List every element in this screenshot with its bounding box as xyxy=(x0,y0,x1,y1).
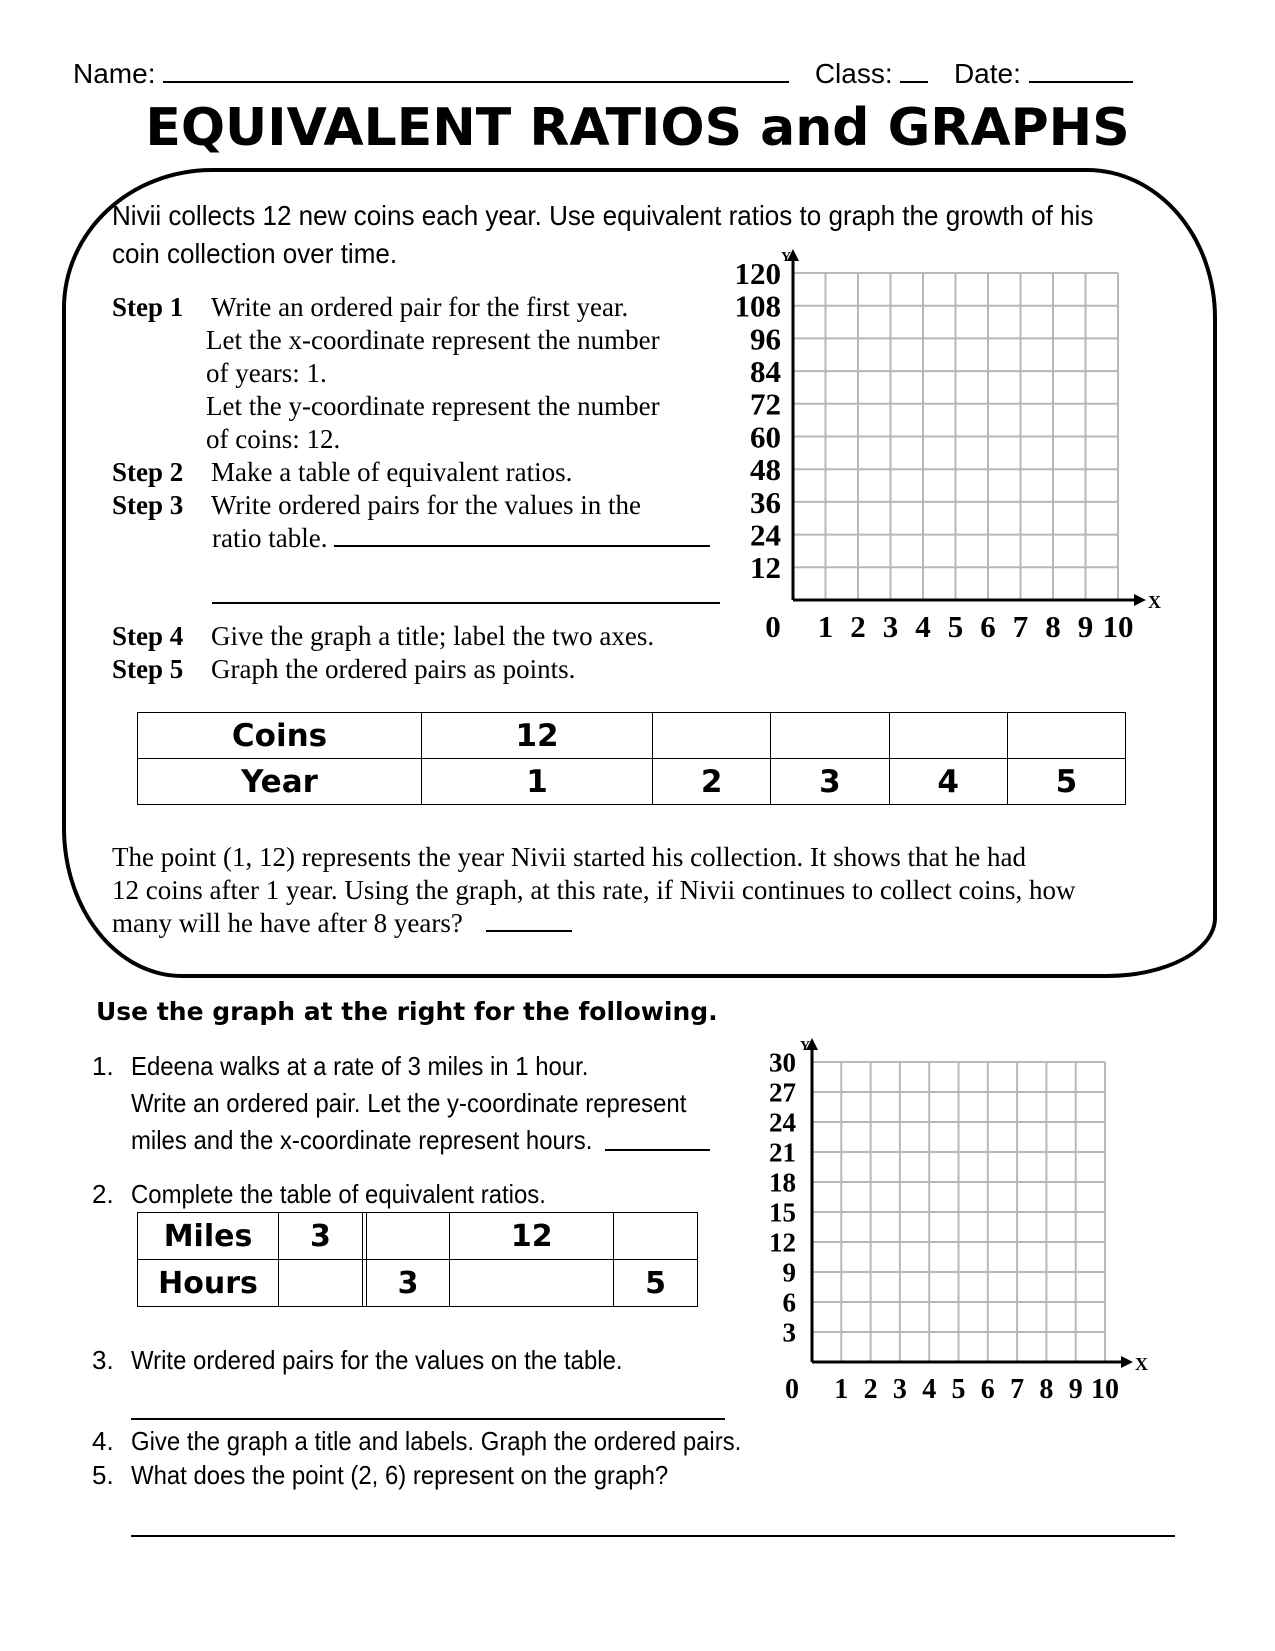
step-3 xyxy=(112,490,641,521)
step-3-line-2 xyxy=(212,523,710,554)
miles-graph xyxy=(760,1020,1190,1425)
intro-line-1: Nivii collects 12 new coins each year. Use equivalent ratios to graph the growth of his xyxy=(112,200,1094,231)
x-tick-label: 3 xyxy=(892,1374,907,1405)
q1-line-1: Edeena walks at a rate of 3 miles in 1 hour. xyxy=(131,1051,589,1081)
y-tick-label: 24 xyxy=(750,517,781,553)
answer-blank[interactable] xyxy=(486,930,572,932)
x-axis-letter: X xyxy=(1148,592,1161,612)
x-tick-label: 4 xyxy=(922,1374,937,1405)
y-tick-label: 9 xyxy=(782,1257,796,1288)
table-cell-input[interactable] xyxy=(1007,713,1125,759)
step-5 xyxy=(112,654,575,685)
coin-graph xyxy=(735,245,1190,660)
class-blank[interactable] xyxy=(900,81,928,83)
x-tick-label: 6 xyxy=(980,1374,995,1405)
q3-text: Write ordered pairs for the values on the table. xyxy=(131,1345,623,1375)
y-tick-label: 21 xyxy=(769,1137,796,1168)
x-tick-label: 10 xyxy=(1102,609,1134,644)
x-axis-arrow xyxy=(1121,1356,1133,1368)
x-tick-label: 3 xyxy=(882,609,899,644)
table-cell: 5 xyxy=(1007,759,1125,805)
x-tick-label: 9 xyxy=(1077,609,1094,644)
y-tick-label: 18 xyxy=(769,1167,796,1198)
table-cell: 1 xyxy=(422,759,653,805)
y-tick-label: 60 xyxy=(750,419,781,455)
step-label: Step 2 xyxy=(112,457,184,487)
intro-line-2: coin collection over time. xyxy=(112,238,398,269)
q5-answer-blank[interactable] xyxy=(131,1535,1175,1537)
class-label: Class: xyxy=(814,58,893,89)
step-1-line-4: Let the y-coordinate represent the number xyxy=(206,391,660,421)
y-tick-label: 15 xyxy=(769,1197,796,1228)
ordered-pairs-blank-1[interactable] xyxy=(334,545,710,547)
question-number-2: 2. xyxy=(92,1179,114,1209)
step-text: ratio table. xyxy=(212,523,328,553)
date-label: Date: xyxy=(953,58,1021,89)
table-cell: 3 xyxy=(366,1260,450,1307)
table-cell-input[interactable] xyxy=(653,713,771,759)
table-cell-input[interactable] xyxy=(614,1213,698,1260)
step-label: Step 1 xyxy=(112,292,184,322)
section-heading: Use the graph at the right for the following. xyxy=(96,997,718,1026)
header-line xyxy=(73,58,1133,90)
question-number-1: 1. xyxy=(92,1051,114,1081)
x-tick-label: 2 xyxy=(863,1374,878,1405)
x-tick-label: 9 xyxy=(1068,1374,1083,1405)
x-tick-label: 5 xyxy=(951,1374,966,1405)
table-cell: 5 xyxy=(614,1260,698,1307)
coins-year-table xyxy=(137,712,1126,805)
y-tick-label: 27 xyxy=(769,1077,796,1108)
axes xyxy=(806,1038,1133,1368)
question-number-4: 4. xyxy=(92,1426,114,1456)
y-tick-label: 24 xyxy=(769,1107,796,1138)
y-tick-label: 36 xyxy=(750,484,781,520)
origin-label: 0 xyxy=(765,609,781,644)
y-tick-label: 3 xyxy=(782,1317,796,1348)
table-cell: 3 xyxy=(771,759,889,805)
grid xyxy=(793,273,1118,600)
q5-text: What does the point (2, 6) represent on the graph? xyxy=(131,1460,669,1490)
x-tick-label: 8 xyxy=(1039,1374,1054,1405)
y-axis-letter: Y xyxy=(781,250,792,265)
x-tick-label: 1 xyxy=(817,609,834,644)
step-label: Step 5 xyxy=(112,654,184,684)
y-tick-label: 6 xyxy=(782,1287,796,1318)
table-cell-input[interactable] xyxy=(771,713,889,759)
step-1-line-3: of years: 1. xyxy=(206,358,327,388)
step-text: Write ordered pairs for the values in the xyxy=(211,490,641,520)
step-1-line-2: Let the x-coordinate represent the number xyxy=(206,325,660,355)
q1-line-3: miles and the x-coordinate represent hours. xyxy=(131,1125,593,1155)
x-tick-label: 7 xyxy=(1012,609,1029,644)
y-tick-label: 72 xyxy=(750,386,781,422)
table-row xyxy=(138,713,1126,759)
table-cell-input[interactable] xyxy=(889,713,1007,759)
y-tick-label: 12 xyxy=(769,1227,796,1258)
miles-hours-table xyxy=(137,1212,698,1307)
q2-text: Complete the table of equivalent ratios. xyxy=(131,1179,546,1209)
y-tick-label: 48 xyxy=(750,452,781,488)
closing-text: many will he have after 8 years? xyxy=(112,908,463,938)
table-cell-input[interactable] xyxy=(279,1260,363,1307)
step-4 xyxy=(112,621,654,652)
x-axis-letter: X xyxy=(1135,1354,1148,1374)
grid xyxy=(812,1062,1105,1362)
x-tick-label: 4 xyxy=(915,609,931,644)
step-2 xyxy=(112,457,572,488)
y-tick-label: 120 xyxy=(735,255,781,291)
y-axis-letter: Y xyxy=(800,1039,811,1054)
q3-answer-blank[interactable] xyxy=(131,1418,725,1420)
step-text: Make a table of equivalent ratios. xyxy=(211,457,573,487)
date-blank[interactable] xyxy=(1029,81,1133,83)
row-label-coins: Coins xyxy=(138,713,422,759)
x-tick-label: 8 xyxy=(1045,609,1061,644)
row-label-hours: Hours xyxy=(138,1260,279,1307)
step-text: Write an ordered pair for the first year. xyxy=(211,292,629,322)
step-label: Step 3 xyxy=(112,490,184,520)
name-blank[interactable] xyxy=(163,81,789,83)
step-text: Graph the ordered pairs as points. xyxy=(211,654,576,684)
y-tick-label: 12 xyxy=(750,550,781,586)
y-tick-label: 30 xyxy=(769,1047,796,1078)
closing-line-3 xyxy=(112,908,572,939)
table-row xyxy=(138,759,1126,805)
y-tick-label: 96 xyxy=(750,321,781,357)
table-row xyxy=(138,1213,698,1260)
table-cell: 4 xyxy=(889,759,1007,805)
y-tick-label: 84 xyxy=(750,353,781,389)
step-1 xyxy=(112,292,628,323)
x-axis-arrow xyxy=(1134,594,1146,606)
step-1-line-5: of coins: 12. xyxy=(206,424,341,454)
table-cell: 12 xyxy=(422,713,653,759)
step-text: Give the graph a title; label the two axes. xyxy=(211,621,655,651)
row-label-year: Year xyxy=(138,759,422,805)
table-row xyxy=(138,1260,698,1307)
q4-text: Give the graph a title and labels. Graph the ordered pairs. xyxy=(131,1426,742,1456)
name-label: Name: xyxy=(73,58,156,89)
row-label-miles: Miles xyxy=(138,1213,279,1260)
q1-answer-blank[interactable] xyxy=(605,1149,710,1151)
table-cell: 2 xyxy=(653,759,771,805)
q1-line-2: Write an ordered pair. Let the y-coordinate represent xyxy=(131,1088,687,1118)
step-label: Step 4 xyxy=(112,621,184,651)
table-cell: 12 xyxy=(450,1213,614,1260)
origin-label: 0 xyxy=(785,1374,799,1405)
ordered-pairs-blank-2[interactable] xyxy=(212,602,720,604)
x-tick-label: 10 xyxy=(1091,1374,1119,1405)
page-title: EQUIVALENT RATIOS and GRAPHS xyxy=(145,98,1130,158)
question-number-5: 5. xyxy=(92,1460,114,1490)
closing-line-1: The point (1, 12) represents the year Nivii started his collection. It shows that he had xyxy=(112,842,1027,872)
table-cell-input[interactable] xyxy=(450,1260,614,1307)
x-tick-label: 2 xyxy=(850,609,866,644)
question-number-3: 3. xyxy=(92,1345,114,1375)
axes xyxy=(787,249,1146,606)
closing-line-2: 12 coins after 1 year. Using the graph, at this rate, if Nivii continues to collect coins, how xyxy=(112,875,1076,905)
table-cell: 3 xyxy=(279,1213,363,1260)
x-tick-label: 5 xyxy=(947,609,964,644)
y-tick-label: 108 xyxy=(735,288,781,324)
x-tick-label: 7 xyxy=(1010,1374,1025,1405)
axis-labels xyxy=(735,250,1161,644)
table-cell-input[interactable] xyxy=(366,1213,450,1260)
x-tick-label: 1 xyxy=(834,1374,849,1405)
x-tick-label: 6 xyxy=(980,609,996,644)
